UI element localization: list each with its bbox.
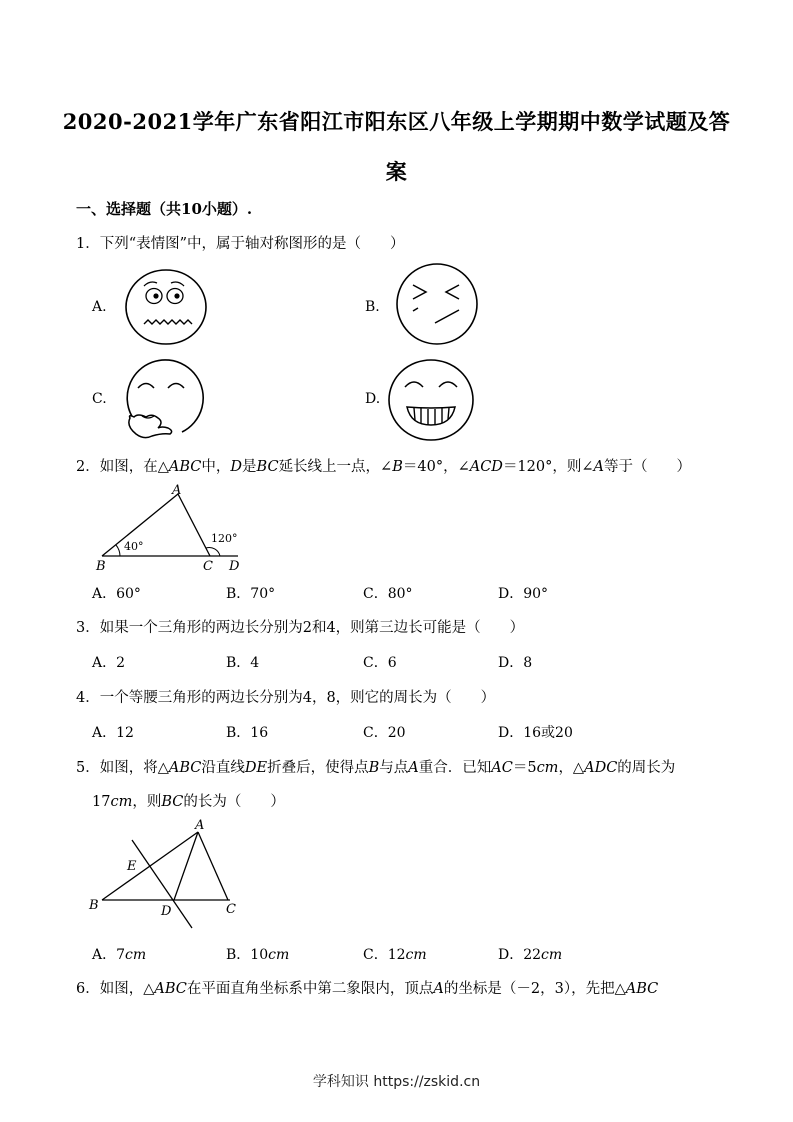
question-2-text: 2．如图，在△ABC中，D是BC延长线上一点，∠B＝40°，∠ACD＝120°，则∠A等于（ ） <box>76 459 691 475</box>
q4-option-a: A．12 <box>92 725 134 741</box>
q2-angle-acd-label: 120° <box>211 532 238 545</box>
face-b-squint-icon <box>396 263 478 345</box>
q1-option-b-label: B. <box>365 299 380 315</box>
q5-option-d: D．22cm <box>498 947 563 963</box>
question-1-text: 1．下列“表情图”中，属于轴对称图形的是（ ） <box>76 236 405 252</box>
q5-fig-label-c: C <box>226 902 236 917</box>
q5-option-a: A．7cm <box>92 947 147 963</box>
face-a-worried-icon <box>124 268 208 346</box>
q1-option-c-label: C. <box>92 391 107 407</box>
q5-option-b: B．10cm <box>226 947 290 963</box>
q3-option-c: C．6 <box>363 655 397 671</box>
q4-option-c: C．20 <box>363 725 406 741</box>
q3-option-d: D．8 <box>498 655 533 671</box>
q5-fig-label-b: B <box>89 898 99 913</box>
q2-fig-label-a: A <box>172 483 182 498</box>
page-title: 2020-2021学年广东省阳江市阳东区八年级上学期期中数学试题及答 <box>62 109 731 134</box>
q4-option-d: D．16或20 <box>498 725 573 741</box>
question-4-text: 4．一个等腰三角形的两边长分别为4，8，则它的周长为（ ） <box>76 690 496 706</box>
face-d-grin-icon <box>388 359 474 441</box>
face-c-smile-hand-icon <box>120 358 204 440</box>
q2-fig-label-c: C <box>203 559 213 574</box>
q2-fig-label-b: B <box>96 559 106 574</box>
q2-option-a: A．60° <box>92 586 141 602</box>
q5-fig-label-a: A <box>195 818 205 833</box>
q2-option-d: D．90° <box>498 586 549 602</box>
footer-source-link[interactable]: 学科知识 https://zskid.cn <box>312 1074 481 1090</box>
question-3-text: 3．如果一个三角形的两边长分别为2和4，则第三边长可能是（ ） <box>76 620 525 636</box>
q1-option-a-label: A. <box>92 299 107 315</box>
q5-option-c: C．12cm <box>363 947 427 963</box>
question-6-text: 6．如图，△ABC在平面直角坐标系中第二象限内，顶点A的坐标是（－2，3），先把△ABC <box>76 981 659 997</box>
q1-option-d-label: D. <box>365 391 381 407</box>
page-title-continued: 案 <box>385 159 408 184</box>
q3-option-a: A．2 <box>92 655 126 671</box>
q4-option-b: B．16 <box>226 725 269 741</box>
q2-triangle-figure <box>90 480 250 576</box>
q2-option-b: B．70° <box>226 586 276 602</box>
section-heading-choice: 一、选择题（共10小题）. <box>76 200 253 218</box>
q3-option-b: B．4 <box>226 655 260 671</box>
question-5-text-line2: 17cm，则BC的长为（ ） <box>92 794 285 810</box>
q2-fig-label-d: D <box>229 559 240 574</box>
q2-option-c: C．80° <box>363 586 413 602</box>
q2-angle-b-label: 40° <box>124 540 144 553</box>
q5-fig-label-d: D <box>161 904 172 919</box>
question-5-text: 5．如图，将△ABC沿直线DE折叠后，使得点B与点A重合．已知AC＝5cm，△ADC的周长为 <box>76 760 676 776</box>
q5-fold-figure <box>90 820 250 940</box>
q5-fig-label-e: E <box>127 859 137 874</box>
